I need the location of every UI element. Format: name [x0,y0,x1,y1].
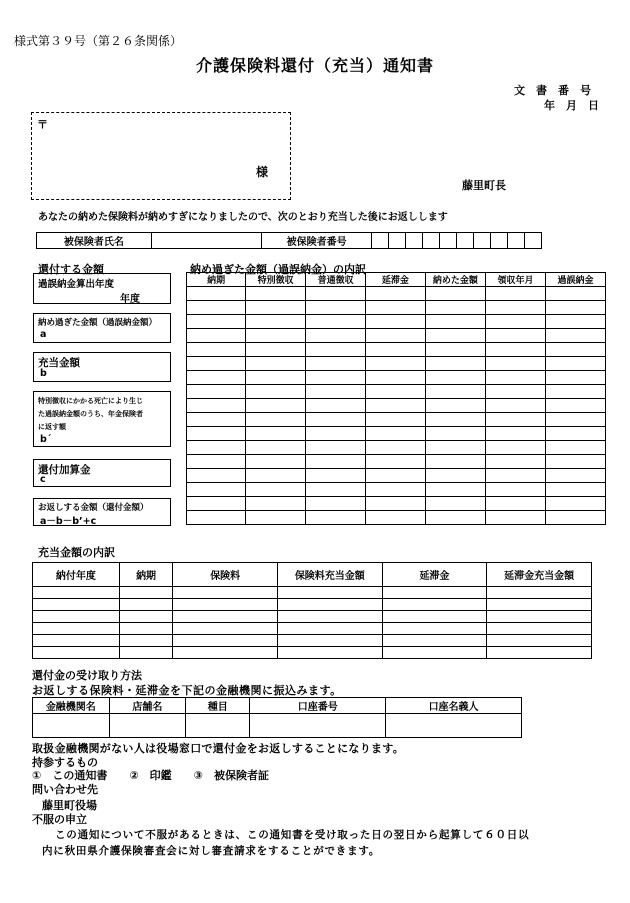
table-cell [306,511,366,525]
table-row [187,483,606,497]
breakdown-column-header: 延滞金 [366,273,426,287]
table-cell [306,287,366,301]
table-cell [246,357,306,371]
table-cell [277,599,382,611]
breakdown-column-header: 過誤納金 [545,273,605,287]
issuer: 藤里町長 [462,179,506,192]
appeal-text-line2: 内に秋田県介護保険審査会に対し審査請求をすることができます。 [42,845,381,857]
postal-mark: 〒 [37,118,48,131]
table-cell [246,301,306,315]
honorific: 様 [256,165,269,179]
return-formula: a－b－b’+c [40,516,97,527]
occurrence-year-box [33,273,171,304]
table-row [187,497,606,511]
table-row [33,587,592,599]
table-cell [277,587,382,599]
table-cell [246,483,306,497]
overpaid-var: a [40,329,47,340]
table-cell [187,483,246,497]
table-cell [486,343,546,357]
table-cell [187,427,246,441]
table-cell [246,497,306,511]
special-var: b´ [40,434,52,445]
table-cell [366,455,426,469]
transfer-text: お返しする保険料・延滞金を下記の金融機関に振込みます。 [32,684,342,697]
table-row [187,301,606,315]
table-cell [246,371,306,385]
table-cell [187,357,246,371]
table-cell [306,469,366,483]
special-line: 特別徴収にかかる死亡により生じ [38,397,143,405]
breakdown-column-header: 納期 [187,273,246,287]
bank-column-header: 口座名義人 [386,698,522,714]
table-cell [425,441,485,455]
applied-column-header: 保険料 [173,563,277,587]
table-cell [366,483,426,497]
table-cell [545,287,605,301]
table-cell [246,287,306,301]
address-box [31,112,291,200]
table-cell [246,441,306,455]
table-cell [545,441,605,455]
table-cell [425,483,485,497]
breakdown-column-header: 特別徴収 [246,273,306,287]
table-cell [366,315,426,329]
table-cell [187,315,246,329]
table-cell [425,511,485,525]
table-cell [33,647,120,659]
year-suffix: 年度 [120,294,140,305]
special-line: た過誤納金額のうち、年金保険者 [38,410,143,418]
table-cell [382,587,486,599]
table-cell [545,399,605,413]
bank-value-row [33,714,522,738]
table-cell [306,455,366,469]
insured-info-table [36,232,542,249]
appeal-heading: 不服の申立 [32,813,87,826]
table-cell [425,357,485,371]
applied-column-header: 納付年度 [33,563,120,587]
insured-number-digit [507,233,524,249]
table-cell [187,301,246,315]
table-cell [487,611,592,623]
table-cell [187,399,246,413]
table-cell [119,635,173,647]
insured-number-digit [473,233,490,249]
table-cell [425,301,485,315]
table-cell [366,371,426,385]
insured-number-digit [371,233,388,249]
page-title: 介護保険料還付（充当）通知書 [195,56,434,75]
table-cell [486,287,546,301]
table-cell [277,623,382,635]
insured-number-digit [405,233,422,249]
table-cell [545,455,605,469]
applied-column-header: 延滞金 [382,563,486,587]
table-cell [425,315,485,329]
table-row [187,455,606,469]
table-cell [119,623,173,635]
table-row [33,599,592,611]
additional-var: c [40,474,46,485]
table-cell [306,413,366,427]
bank-cell [386,714,522,738]
table-cell [187,287,246,301]
table-cell [425,343,485,357]
table-cell [545,427,605,441]
table-cell [486,399,546,413]
table-cell [306,301,366,315]
table-cell [382,635,486,647]
table-cell [486,511,546,525]
table-row [33,611,592,623]
breakdown-column-header: 普通徴収 [306,273,366,287]
applied-box [33,352,171,382]
table-cell [486,497,546,511]
table-cell [545,413,605,427]
table-row [187,413,606,427]
table-cell [366,301,426,315]
table-cell [173,611,277,623]
table-cell [425,287,485,301]
table-cell [366,357,426,371]
table-cell [33,611,120,623]
table-cell [187,441,246,455]
table-cell [173,587,277,599]
table-row [187,469,606,483]
applied-var: b [40,368,47,379]
table-cell [306,371,366,385]
table-cell [33,635,120,647]
appeal-text-line1: この通知について不服があるときは、この通知書を受け取った日の翌日から起算して６０日以 [55,829,530,841]
table-cell [246,511,306,525]
table-cell [366,469,426,483]
table-cell [246,427,306,441]
bank-cell [109,714,185,738]
table-row [187,441,606,455]
table-cell [366,329,426,343]
table-cell [486,441,546,455]
table-cell [486,315,546,329]
table-cell [306,329,366,343]
applied-column-header: 保険料充当金額 [277,563,382,587]
insured-number-digit [524,233,541,249]
table-cell [545,343,605,357]
date-label: 年 月 日 [544,99,599,112]
applied-header-row [33,563,592,587]
table-cell [306,497,366,511]
table-cell [306,441,366,455]
table-cell [486,483,546,497]
table-cell [366,427,426,441]
bank-cell [250,714,386,738]
applied-breakdown-heading: 充当金額の内訳 [38,546,115,559]
additional-box [33,459,171,487]
table-cell [187,343,246,357]
table-cell [246,455,306,469]
table-cell [487,623,592,635]
table-cell [486,357,546,371]
bank-table [32,697,522,738]
table-cell [425,469,485,483]
intro-text: あなたの納めた保険料が納めすぎになりましたので、次のとおり充当した後にお返しします [38,212,448,223]
special-box [33,391,171,447]
table-cell [173,635,277,647]
table-cell [382,647,486,659]
applied-label: 充当金額 [38,357,80,369]
table-cell [306,357,366,371]
table-cell [119,647,173,659]
table-cell [33,599,120,611]
insured-number-digit [490,233,507,249]
table-cell [486,427,546,441]
table-row [187,343,606,357]
inquiry-office: 藤里町役場 [42,799,97,812]
applied-column-header: 延滞金充当金額 [487,563,592,587]
applied-column-header: 納期 [119,563,173,587]
table-row [187,357,606,371]
table-cell [306,483,366,497]
table-row [187,385,606,399]
table-cell [425,371,485,385]
table-cell [382,611,486,623]
table-cell [306,385,366,399]
table-cell [33,623,120,635]
bank-column-header: 金融機関名 [33,698,110,714]
return-label: お返しする金額（還付金額） [38,503,149,513]
table-cell [366,441,426,455]
return-box [33,498,171,526]
table-cell [366,287,426,301]
table-cell [545,497,605,511]
inquiry-heading: 問い合わせ先 [32,783,98,796]
bring-items: ① この通知書 ② 印鑑 ③ 被保険者証 [32,769,269,782]
table-cell [119,599,173,611]
insured-number-digit [439,233,456,249]
table-cell [306,343,366,357]
table-cell [187,469,246,483]
table-cell [545,301,605,315]
table-cell [425,385,485,399]
table-cell [366,511,426,525]
table-cell [119,587,173,599]
table-cell [366,343,426,357]
bank-column-header: 店舗名 [109,698,185,714]
table-cell [246,469,306,483]
bank-header-row [33,698,522,714]
insured-number-label: 被保険者番号 [262,233,372,249]
table-cell [187,413,246,427]
table-cell [486,455,546,469]
table-cell [187,329,246,343]
table-cell [366,385,426,399]
table-cell [487,587,592,599]
table-cell [545,469,605,483]
bank-column-header: 種目 [186,698,250,714]
table-cell [246,399,306,413]
table-cell [425,399,485,413]
insured-number-digit [456,233,473,249]
table-cell [545,329,605,343]
table-cell [487,635,592,647]
table-cell [277,647,382,659]
table-cell [306,427,366,441]
table-cell [545,483,605,497]
refund-heading: 還付する金額 [38,263,104,276]
bank-column-header: 口座番号 [250,698,386,714]
table-row [187,399,606,413]
insured-number-digit [422,233,439,249]
table-cell [306,399,366,413]
breakdown-column-header: 領収年月 [486,273,546,287]
table-row [187,315,606,329]
special-line: に返す額 [38,423,66,431]
bank-cell [33,714,110,738]
table-cell [246,329,306,343]
table-cell [486,469,546,483]
table-cell [366,497,426,511]
applied-breakdown-table [32,562,592,659]
bring-heading: 持参するもの [32,756,98,769]
table-row [187,511,606,525]
table-row [33,635,592,647]
table-cell [187,371,246,385]
no-bank-note: 取扱金融機関がない人は役場窓口で還付金をお返しすることになります。 [32,742,405,755]
table-cell [173,623,277,635]
table-row [187,371,606,385]
table-cell [277,611,382,623]
table-cell [246,315,306,329]
table-cell [487,647,592,659]
table-cell [33,587,120,599]
table-cell [486,371,546,385]
table-cell [246,385,306,399]
table-cell [545,385,605,399]
breakdown-column-header: 納めた金額 [425,273,485,287]
form-number: 様式第３９号（第２６条関係） [14,34,183,48]
table-cell [425,427,485,441]
table-cell [425,497,485,511]
table-cell [425,329,485,343]
table-cell [173,647,277,659]
table-cell [545,371,605,385]
table-cell [545,357,605,371]
table-cell [187,455,246,469]
table-cell [246,413,306,427]
table-cell [487,599,592,611]
table-cell [486,413,546,427]
table-cell [486,329,546,343]
table-cell [382,599,486,611]
receipt-method-heading: 還付金の受け取り方法 [32,669,142,682]
table-cell [425,413,485,427]
table-row [33,623,592,635]
document-number-label: 文 書 番 号 [514,84,591,97]
occurrence-year-label: 過誤納金算出年度 [38,279,115,290]
table-cell [486,301,546,315]
table-cell [187,511,246,525]
overpaid-box [33,313,171,343]
table-cell [187,385,246,399]
table-cell [366,413,426,427]
breakdown-heading: 納め過ぎた金額（過誤納金）の内訳 [190,263,366,276]
insured-number-digit [388,233,405,249]
breakdown-header-row [187,273,606,287]
table-cell [545,511,605,525]
insured-name-value [151,233,262,249]
table-row [187,427,606,441]
table-row [187,287,606,301]
table-row [187,329,606,343]
table-cell [382,623,486,635]
additional-label: 還付加算金 [38,464,91,476]
overpaid-label: 納め過ぎた金額（過誤納金額） [38,318,158,328]
table-cell [306,315,366,329]
table-cell [425,455,485,469]
table-cell [246,343,306,357]
table-cell [486,385,546,399]
table-cell [366,399,426,413]
table-cell [187,497,246,511]
breakdown-table [186,272,606,525]
table-cell [173,599,277,611]
table-cell [119,611,173,623]
table-cell [545,315,605,329]
table-row [33,647,592,659]
table-cell [277,635,382,647]
bank-cell [186,714,250,738]
insured-name-label: 被保険者氏名 [37,233,152,249]
